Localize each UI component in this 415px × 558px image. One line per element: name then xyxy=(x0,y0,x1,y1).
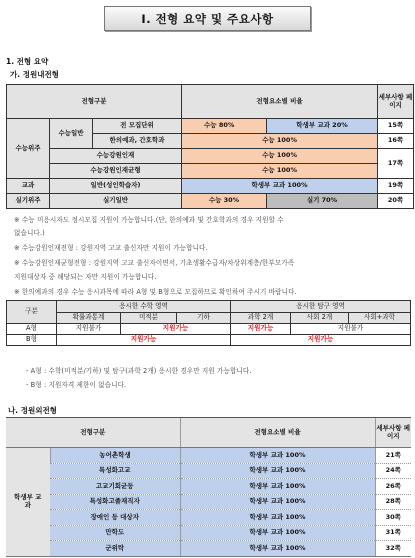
note-line: 지원대상자 중 해당되는 자만 지원이 가능합니다. xyxy=(14,273,157,281)
row-page: 20쪽 xyxy=(378,194,414,209)
header-ratio: 전형요소별 비율 xyxy=(182,85,378,119)
a-other: 지원불가 xyxy=(291,324,411,335)
extra-admission-table xyxy=(6,417,411,557)
header-page: 세부사항 페이지 xyxy=(375,418,411,448)
row-name: 일반(성인학습자) xyxy=(50,179,182,194)
b-math: 지원가능 xyxy=(57,335,231,346)
row-name: 만학도 xyxy=(50,525,180,541)
ratio-suneung: 수능 80% xyxy=(182,119,267,134)
row-label-b: B형 xyxy=(7,335,57,346)
header-inquiry: 응시한 탐구 영역 xyxy=(231,301,411,313)
header-type: 전형구분 xyxy=(7,85,182,119)
row-name: 한의예과, 간호학과 xyxy=(93,134,182,149)
header-type: 전형구분 xyxy=(6,418,180,448)
row-page: 31쪽 xyxy=(375,525,411,541)
group-school: 학생부 교과 xyxy=(6,448,50,557)
row-page: 21쪽 xyxy=(375,448,411,464)
header-page: 세부사항 페이지 xyxy=(378,85,414,119)
ratio-suneung: 수능 100% xyxy=(182,164,378,179)
row-page: 15쪽 xyxy=(378,119,414,134)
subsection-heading: 나. 정원외전형 xyxy=(8,406,57,415)
subsection-heading: 가. 정원내전형 xyxy=(10,70,59,79)
row-name: 특성화고교 xyxy=(50,463,180,479)
note-line: 없습니다.) xyxy=(14,229,45,237)
row-page: 30쪽 xyxy=(375,510,411,526)
ratio-school: 학생부 교과 20% xyxy=(267,119,378,134)
row-page: 28쪽 xyxy=(375,494,411,510)
ratio-suneung: 수능 100% xyxy=(182,134,378,149)
group-practical: 실기위주 xyxy=(7,194,50,209)
note-line: ※ 수능강원인재균형전형 : 강원지역 고교 출신자이면서, 기초생활수급자/차상위계층/한부모가족 xyxy=(14,259,295,267)
note-line: ※ 한의예과의 경우 수능 응시과목에 따라 A형 및 B형으로 모집하므로 확인하여 주시기 바랍니다. xyxy=(14,288,297,296)
ratio-practical: 실기 70% xyxy=(267,194,378,209)
ratio-suneung: 수능 30% xyxy=(182,194,267,209)
row-page: 24쪽 xyxy=(375,463,411,479)
row-page: 17쪽 xyxy=(378,149,414,179)
row-name: 특성화고졸재직자 xyxy=(50,494,180,510)
regular-admission-table xyxy=(6,84,414,209)
page-title: Ⅰ. 전형 요약 및 주요사항 xyxy=(104,6,311,31)
row-name: 수능강원인재 xyxy=(50,149,182,164)
row-page: 26쪽 xyxy=(375,479,411,495)
header-prob: 확률과통계 xyxy=(57,313,121,324)
ratio-suneung: 수능 100% xyxy=(182,149,378,164)
row-name: 수능강원인재균형 xyxy=(50,164,182,179)
b-inquiry: 지원가능 xyxy=(231,335,411,346)
note-line: ※ 수능강원인재전형 : 강원지역 고교 출신자만 지원이 가능합니다. xyxy=(14,244,208,252)
row-page: 16쪽 xyxy=(378,134,414,149)
a-calc-geo: 지원가능 xyxy=(121,324,231,335)
row-ratio: 학생부 교과 100% xyxy=(180,463,375,479)
group-school: 교과 xyxy=(7,179,50,194)
ratio-school: 학생부 교과 100% xyxy=(182,179,378,194)
a-prob: 지원불가 xyxy=(57,324,121,335)
row-page: 19쪽 xyxy=(378,179,414,194)
math-requirement-table xyxy=(6,300,411,346)
math-note-line: - A형 : 수학(미적분/기하) 및 탐구(과학 2개) 응시한 경우만 지원 가능합니다. xyxy=(26,367,252,375)
math-note-line: - B형 : 지원자격 제한이 없습니다. xyxy=(26,381,127,389)
header-math: 응시한 수학 영역 xyxy=(57,301,231,313)
row-ratio: 학생부 교과 100% xyxy=(180,525,375,541)
row-ratio: 학생부 교과 100% xyxy=(180,510,375,526)
header-geo: 기하 xyxy=(177,313,231,324)
header-ratio: 전형요소별 비율 xyxy=(180,418,375,448)
header-socsci: 사회+과학 xyxy=(349,313,411,324)
row-label-a: A형 xyxy=(7,324,57,335)
row-name: 전 모집단위 xyxy=(93,119,182,134)
row-name: 군위탁 xyxy=(50,541,180,557)
row-ratio: 학생부 교과 100% xyxy=(180,479,375,495)
row-name: 고교기회균등 xyxy=(50,479,180,495)
section-heading: 1. 전형 요약 xyxy=(6,57,49,66)
row-name: 장애인 등 대상자 xyxy=(50,510,180,526)
row-name: 농어촌학생 xyxy=(50,448,180,464)
header-calc: 미적분 xyxy=(121,313,177,324)
row-name: 실기일반 xyxy=(50,194,182,209)
row-page: 32쪽 xyxy=(375,541,411,557)
row-ratio: 학생부 교과 100% xyxy=(180,448,375,464)
row-ratio: 학생부 교과 100% xyxy=(180,494,375,510)
note-line: ※ 수능 미응시자도 정시모집 지원이 가능합니다.(단, 한의예과 및 간호학과의 경우 지원할 수 xyxy=(14,216,284,224)
header-soc2: 사회 2개 xyxy=(291,313,349,324)
row-ratio: 학생부 교과 100% xyxy=(180,541,375,557)
group-suneung: 수능위주 xyxy=(7,119,50,179)
sub-general: 수능일반 xyxy=(50,119,93,149)
header-sci2: 과학 2개 xyxy=(231,313,291,324)
a-sci2: 지원가능 xyxy=(231,324,291,335)
header-gubun: 구분 xyxy=(7,301,57,324)
